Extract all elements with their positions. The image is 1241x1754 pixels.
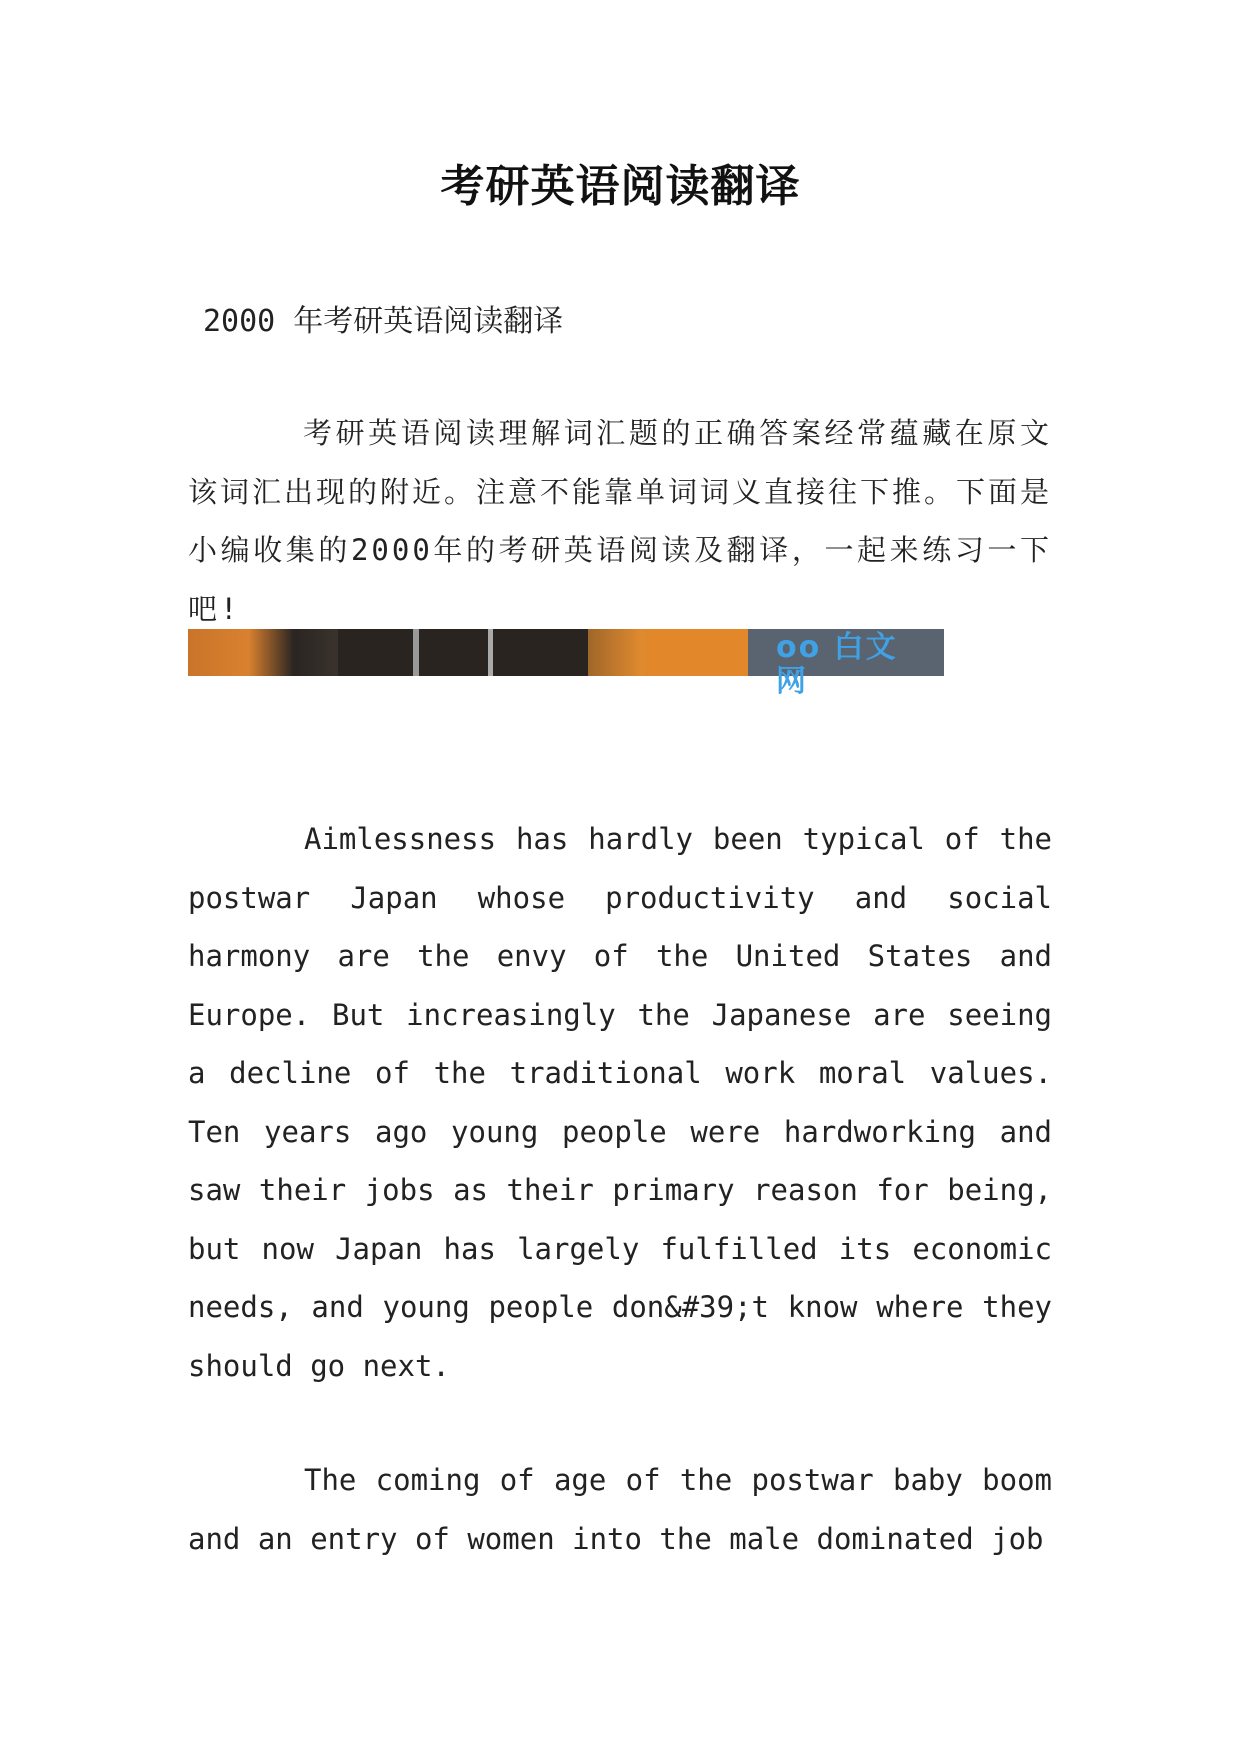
intro-paragraph: 考研英语阅读理解词汇题的正确答案经常蕴藏在原文该词汇出现的附近。注意不能靠单词词义直接往下推。下面是小编收集的2000年的考研英语阅读及翻译，一起来练习一下吧! xyxy=(188,416,1053,626)
document-subtitle: 2000 年考研英语阅读翻译 xyxy=(203,304,564,339)
banner-chair-leg xyxy=(413,629,419,676)
paragraph-2: The coming of age of the postwar baby boom and an entry of women into the male dominated job xyxy=(188,1463,1052,1556)
paragraph-1: Aimlessness has hardly been typical of the postwar Japan whose productivity and social harmony are the envy of the United States and Europe. But increasingly the Japanese are seeing a decline of the traditional work moral values. Ten years ago young people were hardworking and saw their jobs as their primary reason for being, but now Japan has largely fulfilled its economic needs, and young people don&#39;t know where they should go next. xyxy=(188,822,1052,1383)
banner-dark-region xyxy=(338,629,588,676)
document-title: 考研英语阅读翻译 xyxy=(440,161,801,212)
banner-logo: oo 白文网 xyxy=(776,630,898,699)
banner-image xyxy=(188,629,944,699)
banner-chair-leg xyxy=(488,629,493,676)
